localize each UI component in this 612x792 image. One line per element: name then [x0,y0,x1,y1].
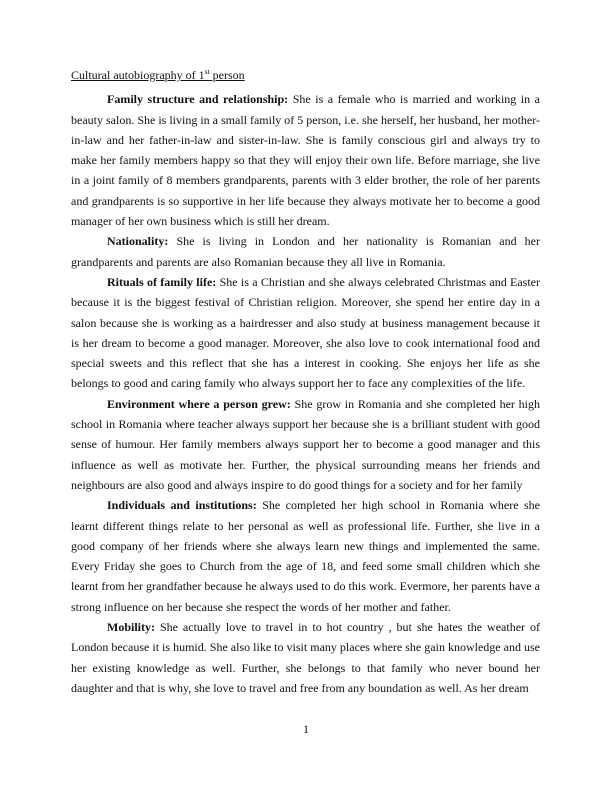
page-number: 1 [303,722,309,736]
paragraph-heading: Mobility: [107,620,155,635]
paragraph-heading: Family structure and relationship: [107,92,289,107]
paragraph-body: She is a Christian and she always celebrated Christmas and Easter because it is the biggest festival of Christian religion. Moreover, she spend her entire day in a salon because she is working as a hairdresser and also study at business management because it is her dream to become a good manager. Moreover, she also love to cook international food and special sweets and this reflect that she has a interest in cooking. She enjoys her life as she belongs to good and caring family who always support her to face any complexities of the life. [71,274,540,391]
paragraph-rituals [71,272,540,394]
paragraph-body: She is a female who is married and working in a beauty salon. She is living in a small family of 5 person, i.e. she herself, her husband, her mother-in-law and her father-in-law and sister-in-law. She is family conscious girl and always try to make her family members happy so that they will enjoy their own life. Before marriage, she live in a joint family of 8 members grandparents, parents with 3 elder brother, the role of her parents and grandparents is so supportive in her life because they always motivate her to become a good manager of her own business which is still her dream. [71,92,541,229]
paragraph-heading: Nationality: [107,234,169,249]
paragraph-heading: Environment where a person grew: [107,396,291,411]
paragraph-body: She grow in Romania and she completed her high school in Romania where teacher always support her because she is a brilliant student with good sense of humour. Her family members always support her to become a good manager and this influence as well as motivate her. Further, the physical surrounding means her friends and neighbours are also good and always inspire to do good things for a society and for her family [71,396,541,492]
title-ordinal-superscript: st [204,67,210,76]
paragraph-environment [71,394,540,495]
document-title-text [71,68,245,82]
document-content [71,65,540,698]
paragraph-heading: Rituals of family life: [107,274,217,289]
paragraph-body: She actually love to travel in to hot country , but she hates the weather of London because it is humid. She also like to visit many places where she gain knowledge and use her existing knowledge as well. Further, she belongs to that family who never bound her daughter and that is why, she love to travel and free from any boundation as well. As her dream [71,620,540,695]
paragraph-heading: Individuals and institutions: [107,498,257,513]
title-post: person [209,68,245,82]
paragraph-individuals-institutions [71,495,540,617]
document-title [71,65,540,85]
paragraph-family-structure [71,89,540,231]
paragraph-body: She is living in London and her nationality is Romanian and her grandparents and parents are also Romanian because they all live in Romania. [71,234,540,269]
paragraph-body: She completed her high school in Romania where she learnt different things relate to her personal as well as professional life. Further, she live in a good company of her friends where she always learn new things and implemented the same. Every Friday she goes to Church from the age of 18, and feed some small children which she learnt from her grandfather because he always used to do this work. Evermore, her parents have a strong influence on her because she respect the words of her mother and father. [71,498,540,614]
title-pre: Cultural autobiography of 1 [71,68,205,82]
paragraph-mobility [71,617,540,698]
paragraph-nationality [71,231,540,272]
